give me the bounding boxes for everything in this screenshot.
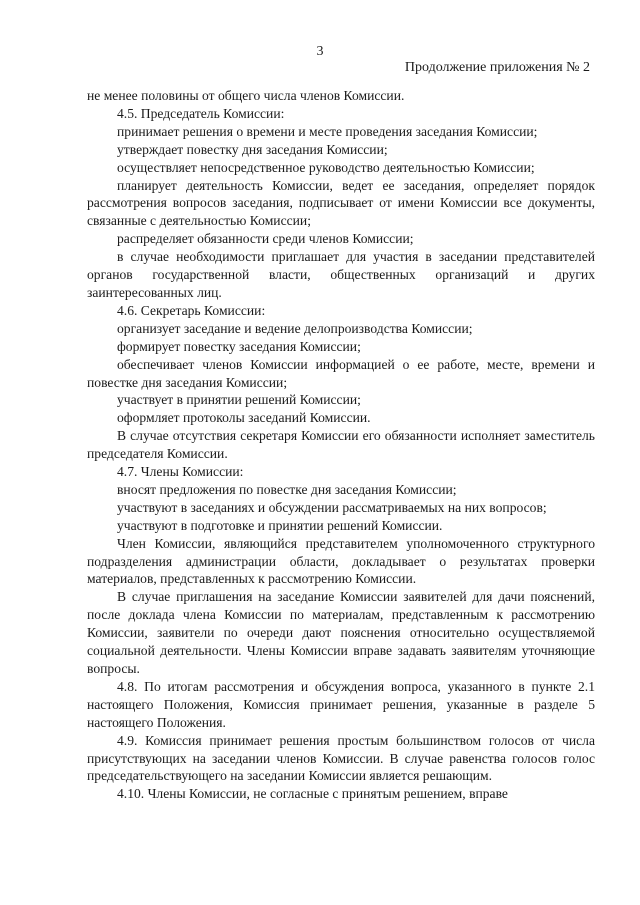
paragraph: оформляет протоколы заседаний Комиссии. xyxy=(117,410,371,426)
paragraph: планирует деятельность Комиссии, ведет ее заседания, определяет порядок рассмотрения вопросов заседания, подписывает от имени Комиссии все документы, связанные с деятельностью Комиссии; xyxy=(87,177,595,229)
appendix-continuation-note: Продолжение приложения № 2 xyxy=(404,60,590,75)
paragraph: 4.7. Члены Комиссии: xyxy=(117,464,244,480)
paragraph: участвуют в заседаниях и обсуждении рассматриваемых на них вопросов; xyxy=(117,499,547,515)
paragraph: осуществляет непосредственное руководство деятельностью Комиссии; xyxy=(117,159,535,175)
paragraph: участвует в принятии решений Комиссии; xyxy=(117,392,361,408)
paragraph: формирует повестку заседания Комиссии; xyxy=(117,338,361,354)
paragraph: участвуют в подготовке и принятии решений Комиссии. xyxy=(117,517,443,533)
paragraph: 4.5. Председатель Комиссии: xyxy=(117,105,285,121)
paragraph: 4.10. Члены Комиссии, не согласные с принятым решением, вправе xyxy=(117,786,508,802)
paragraph: распределяет обязанности среди членов Комиссии; xyxy=(117,231,414,247)
page-number: 3 xyxy=(316,44,324,59)
paragraph: 4.8. По итогам рассмотрения и обсуждения вопроса, указанного в пункте 2.1 настоящего Положения, Комиссия принимает решения, указанные в разделе 5 настоящего Положения. xyxy=(87,678,595,730)
paragraph: Член Комиссии, являющийся представителем уполномоченного структурного подразделения администрации области, докладывает о результатах проверки материалов, представленных к рассмотрению Комиссии. xyxy=(87,535,595,587)
paragraph: 4.6. Секретарь Комиссии: xyxy=(117,302,266,318)
paragraph: В случае отсутствия секретаря Комиссии его обязанности исполняет заместитель председателя Комиссии. xyxy=(87,428,595,462)
paragraph: не менее половины от общего числа членов Комиссии. xyxy=(87,88,405,103)
paragraph: 4.9. Комиссия принимает решения простым большинством голосов от числа присутствующих на заседании членов Комиссии. В случае равенства голосов голос председательствующего на заседании Комиссии является решающим. xyxy=(87,732,595,784)
paragraph: обеспечивает членов Комиссии информацией о ее работе, месте, времени и повестке дня заседания Комиссии; xyxy=(87,356,595,390)
paragraph: принимает решения о времени и месте проведения заседания Комиссии; xyxy=(117,123,538,139)
paragraph: В случае приглашения на заседание Комиссии заявителей для дачи пояснений, после доклада члена Комиссии по материалам, представленным к рассмотрению Комиссии, заявители по очереди дают пояснения относительно осуществляемой социальной деятельности. Члены Комиссии вправе задавать заявителям уточняющие вопросы. xyxy=(87,589,595,676)
paragraph: утверждает повестку дня заседания Комиссии; xyxy=(117,141,388,157)
paragraph: вносят предложения по повестке дня заседания Комиссии; xyxy=(117,481,457,497)
paragraph: организует заседание и ведение делопроизводства Комиссии; xyxy=(117,320,473,336)
document-body xyxy=(87,87,595,803)
paragraph: в случае необходимости приглашает для участия в заседании представителей органов государственной власти, общественных организаций и других заинтересованных лиц. xyxy=(87,249,595,300)
